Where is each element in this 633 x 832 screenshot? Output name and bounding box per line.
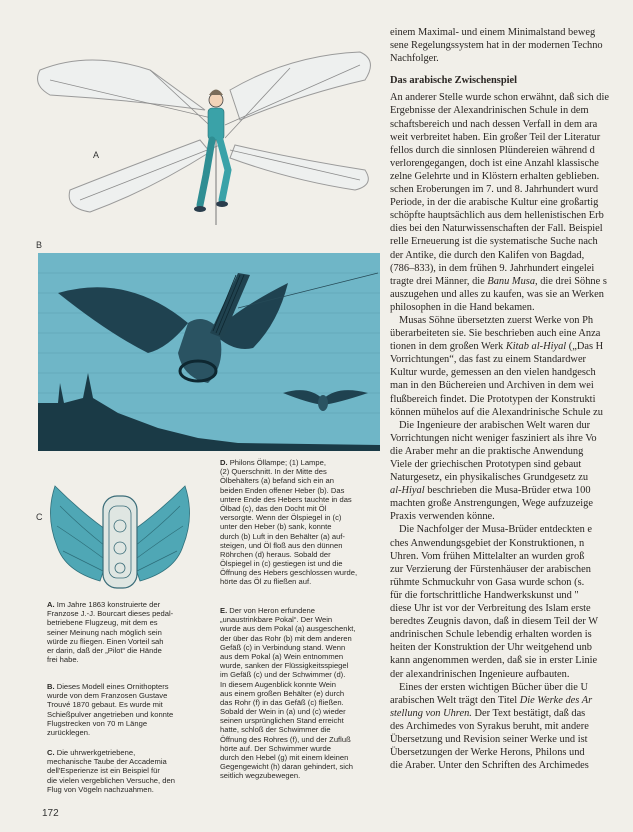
figure-b-ornithopter (38, 253, 380, 451)
caption-a: A. Im Jahre 1863 konstruierte der Franzose J.-J. Bourcart dieses pedal- betriebene Flugzeug, mit dem es seiner Meinung nach möglich sein würde zu fliegen. Einen Vorteil sah er darin, daß der „Pilot“ die Hände frei habe. (47, 600, 174, 665)
figure-label-c: C (36, 512, 43, 522)
section-heading: Das arabische Zwischenspiel (390, 75, 518, 87)
figure-label-a: A (93, 150, 100, 160)
figure-a-pedal-aircraft (30, 40, 380, 235)
figure-c-mechanical-dove (45, 476, 195, 594)
main-text-column: einem Maximal- und einem Minimalstand beweg sene Regelungssystem hat in der modernen Techno Nachfolger. Das arabische Zwischenspiel An anderer Stelle wurde schon erwähnt, daß sich die Ergebnisse der Alexandrinischen Schule in dem schaftsbereich und nach dessen Verfall in dem ara weit verbreitet haben. Ein großer Teil der Literatur fellos durch die sinnlosen Plündereien während d verlorengegangen, doch ist eine Anzahl klassische zelne Gelehrte und in Klöstern erhalten geblieben. schen Eroberungen im 7. und 8. Jahrhundert wurd Periode, in der die arabische Kultur eine großartig schöpfte hauptsächlich aus dem hellenistischen Erb dies bei den Naturwissenschaften der Fall. Beispiel relle Erneuerung ist die systematische Suche nach der Antike, die durch den Kalifen von Bagdad, (786–833), in dem frühen 9. Jahrhundert eingelei tragte drei Männer, die Banu Musa, die drei Söhne s auszugehen und alles zu kaufen, was sie an Werken philosophen in die Hand bekamen. Musas Söhne übersetzten zuerst Werke von Ph überarbeiteten sie. Sie beschrieben auch eine Anza tionen in dem großen Werk Kitab al-Hiyal („Das H Vorrichtungen“, das fast zu einem Standardwer Kultur wurde, gemessen an den vielen handgesch man in den Büchereien und Archiven in dem wei flußbereich findet. Die Prototypen der Konstrukti können mühelos auf die Alexandrinische Schule zu Die Ingenieure der arabischen Welt waren dur Vorrichtungen nicht weniger fasziniert als ihre Vo die Araber mehr an die praktische Anwendung Viele der griechischen Prototypen sind gebaut Naturgesetz, ein physikalisches Grundgesetz zu al-Hiyal beschrieben die Musa-Brüder etwa 100 machten große Anstrengungen, Wege aufzuzeige Praxis verwenden könne. Die Nachfolger der Musa-Brüder entdeckten e ches Anwendungsgebiet der Konstruktionen, n Uhren. Vom frühen Mittelalter an wurden groß zur Verzierung der Fürstenhäuser der arabischen rühmte Schmuckuhr von Gasa wurde schon (s. für die fortschrittliche Handwerkskunst und " diese Uhr ist vor der Verbreitung des Islam erste beredtes Zeugnis davon, daß in diesem Teil der W andrinischen Schule lebendig erhalten worden is heiten der Konstruktion der Uhr weitgehend unb kann angenommen werden, daß sie in erster Linie der alexandrinischen Ingenieure aufbauten. Eines der ersten wichtigen Bücher über die U arabischen Welt trägt den Titel Die Werke des Ar stellung von Uhren. Der Text bestätigt, daß das des Archimedes von Syrakus beruht, mit andere Übersetzung und Revision seiner Werke und ist Übersetzungen der Werke Herons, Philons und die Araber. Unter den Schriften des Archimedes (390, 26, 633, 818)
page-number: 172 (42, 808, 59, 819)
figure-label-b: B (36, 240, 43, 250)
caption-b: B. Dieses Modell eines Ornithopters wurde von dem Franzosen Gustave Trouvé 1870 gebaut. Es wurde mit Schießpulver angetrieben und konnte Flugstrecken von 70 m Länge zurücklegen. (47, 682, 174, 737)
caption-d: D. Philons Öllampe; (1) Lampe, (2) Querschnitt. In der Mitte des Ölbehälters (a) befand sich ein an beiden Enden offener Heber (b). Das untere Ende des Hebers tauchte in das Ölbad (c), das den Docht mit Öl versorgte. Wenn der Ölspiegel in (c) unter den Heber (b) sank, konnte durch (b) Luft in den Behälter (a) auf- steigen, und Öl floß aus den dünnen Röhrchen (d) heraus. Sobald der Ölspiegel in (c) gestiegen ist und die Öffnung des Hebers geschlossen wurde, hörte das Öl zu fließen auf. (220, 458, 358, 587)
caption-c: C. Die uhrwerkgetriebene, mechanische Taube der Accademia dell'Esperienze ist ein Beispiel für die vielen vergeblichen Versuche, den Flug von Vögeln nachzuahmen. (47, 748, 175, 794)
caption-e: E. Der von Heron erfundene „unaustrinkbare Pokal“. Der Wein wurde aus dem Pokal (a) ausgeschenkt, der über das Rohr (b) mit dem anderen Gefäß (c) in Verbindung stand. Wenn aus dem Pokal (a) Wein entnommen wurde, sanken der Flüssigkeitsspiegel im Gefäß (c) und der Schwimmer (d). In diesem Augenblick konnte Wein aus einem großen Behälter (e) durch das Rohr (f) in das Gefäß (c) fließen. Sobald der Wein in (a) und (c) wieder seinen ursprünglichen Stand erreicht hatte, schloß der Schwimmer die Öffnung des Rohres (f), und der Zufluß hörte auf. Der Schwimmer wurde durch den Hebel (g) mit einem kleinen Gegengewicht (h) daran gehindert, sich seitlich wegzubewegen. (220, 606, 356, 781)
